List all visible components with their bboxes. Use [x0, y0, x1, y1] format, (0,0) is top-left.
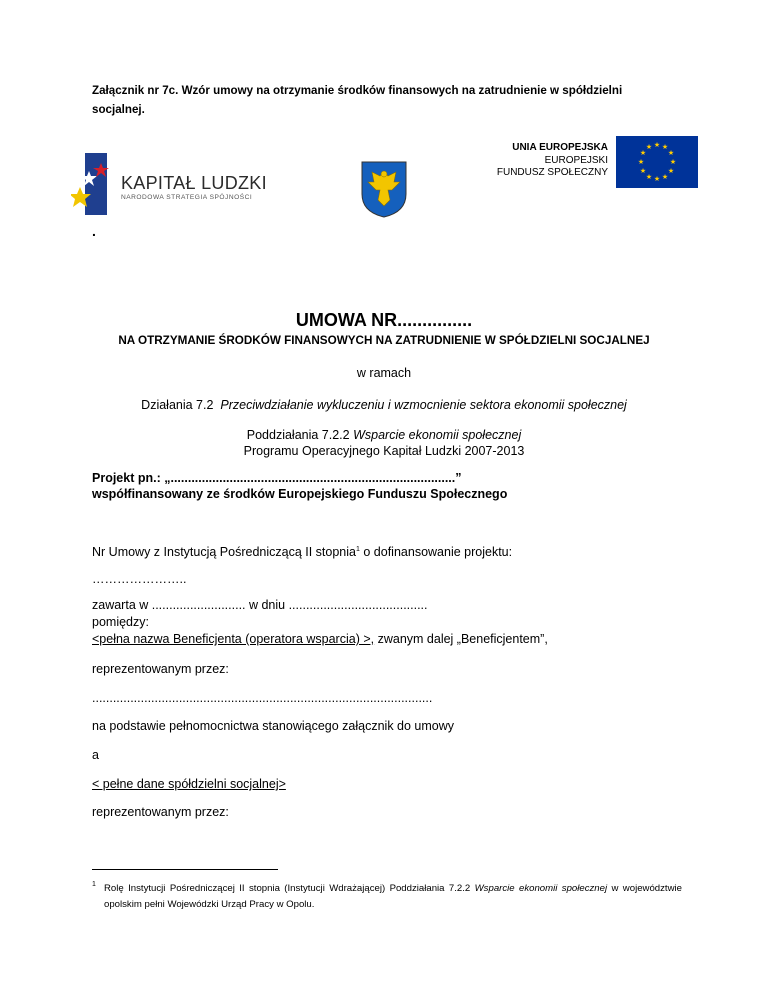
svg-text:★: ★ — [645, 173, 653, 181]
contract-title: UMOWA NR............... — [295, 310, 473, 330]
conjunction-a: a — [92, 748, 99, 762]
kl-blue-bar — [85, 153, 107, 215]
nr-umowy-dots: ………………….. — [92, 572, 187, 586]
beneficjent-placeholder: <pełna nazwa Beneficjenta (operatora wsparcia) >, — [92, 632, 375, 646]
footnote-text-b: w województwie opolskim pełni Wojewódzki Urząd Pracy w Opolu. — [104, 883, 682, 910]
nr-umowy-prefix: Nr Umowy z Instytucją Pośredniczącą II stopnia — [92, 545, 356, 560]
kl-subtitle: NARODOWA STRATEGIA SPÓJNOŚCI — [121, 194, 253, 201]
poddzialania-name: Wsparcie ekonomii społecznej — [353, 428, 522, 442]
poddzialania-line — [0, 428, 768, 442]
dzialania-prefix: Działania 7.2 — [141, 398, 214, 412]
svg-text:★: ★ — [661, 173, 669, 181]
footnote-text — [104, 881, 682, 913]
footnote-separator — [92, 869, 278, 870]
projekt-line: Projekt pn.: „..................................................................................” — [92, 471, 462, 485]
stray-dot: . — [92, 223, 96, 239]
eu-line3: FUNDUSZ SPOŁECZNY — [496, 167, 608, 178]
kapital-ludzki-logo — [71, 153, 121, 215]
footnote-text-a: Rolę Instytucji Pośredniczącej II stopnia (Instytucji Wdrażającej) Poddziałania 7.2.2 — [104, 883, 475, 894]
svg-text:★: ★ — [667, 149, 675, 157]
coat-of-arms-icon — [360, 160, 408, 218]
representative-dots: .................................................................................................. — [92, 691, 433, 705]
svg-text:★: ★ — [669, 158, 677, 166]
svg-text:★: ★ — [639, 167, 647, 175]
dzialania-line — [0, 398, 768, 412]
eu-line1: UNIA EUROPEJSKA — [512, 142, 608, 153]
reprezentowanym-1: reprezentowanym przez: — [92, 662, 229, 676]
pomiedzy-line: pomiędzy: — [92, 615, 149, 629]
spoldzielnia-placeholder: < pełne dane spółdzielni socjalnej> — [92, 777, 286, 791]
attachment-header-line2: socjalnej. — [92, 103, 145, 116]
reprezentowanym-2: reprezentowanym przez: — [92, 805, 229, 819]
beneficjent-rest: zwanym dalej „Beneficjentem”, — [374, 632, 548, 646]
svg-text:★: ★ — [645, 143, 653, 151]
nr-umowy-line — [92, 541, 512, 561]
nr-umowy-suffix: o dofinansowanie projektu: — [359, 545, 513, 560]
eu-flag-icon — [616, 136, 698, 188]
attachment-header-line1: Załącznik nr 7c. Wzór umowy na otrzymanie środków finansowych na zatrudnienie w spółdzielni — [92, 84, 623, 97]
zawarta-line: zawarta w ........................... w dniu ........................................ — [92, 598, 428, 612]
beneficjent-line — [92, 631, 548, 648]
svg-text:★: ★ — [639, 149, 647, 157]
wspolfinansowany-line: współfinansowany ze środków Europejskiego Funduszu Społecznego — [92, 487, 508, 501]
attachment-header — [92, 81, 682, 119]
eu-line2: EUROPEJSKI — [544, 154, 608, 166]
contract-subtitle: NA OTRZYMANIE ŚRODKÓW FINANSOWYCH NA ZATRUDNIENIE W SPÓŁDZIELNI SOCJALNEJ — [118, 334, 650, 347]
programu-line: Programu Operacyjnego Kapitał Ludzki 2007-2013 — [243, 444, 525, 458]
svg-text:★: ★ — [653, 175, 661, 183]
svg-text:★: ★ — [661, 143, 669, 151]
eu-text-block — [462, 142, 608, 180]
footnote-text-italic: Wsparcie ekonomii społecznej — [474, 883, 608, 894]
kl-title: KAPITAŁ LUDZKI — [121, 173, 267, 193]
svg-text:★: ★ — [637, 158, 645, 166]
w-ramach: w ramach — [356, 366, 412, 380]
dzialania-name: Przeciwdziałanie wykluczeniu i wzmocnienie sektora ekonomii społecznej — [220, 398, 627, 412]
footnote-number: 1 — [92, 881, 96, 888]
footnote-ref[interactable]: 1 — [356, 546, 360, 553]
svg-text:★: ★ — [653, 141, 661, 149]
poddzialania-prefix: Poddziałania 7.2.2 — [246, 428, 350, 442]
footnote — [92, 881, 682, 913]
svg-text:★: ★ — [667, 167, 675, 175]
pelnomocnictwo-line: na podstawie pełnomocnictwa stanowiącego załącznik do umowy — [92, 719, 455, 733]
